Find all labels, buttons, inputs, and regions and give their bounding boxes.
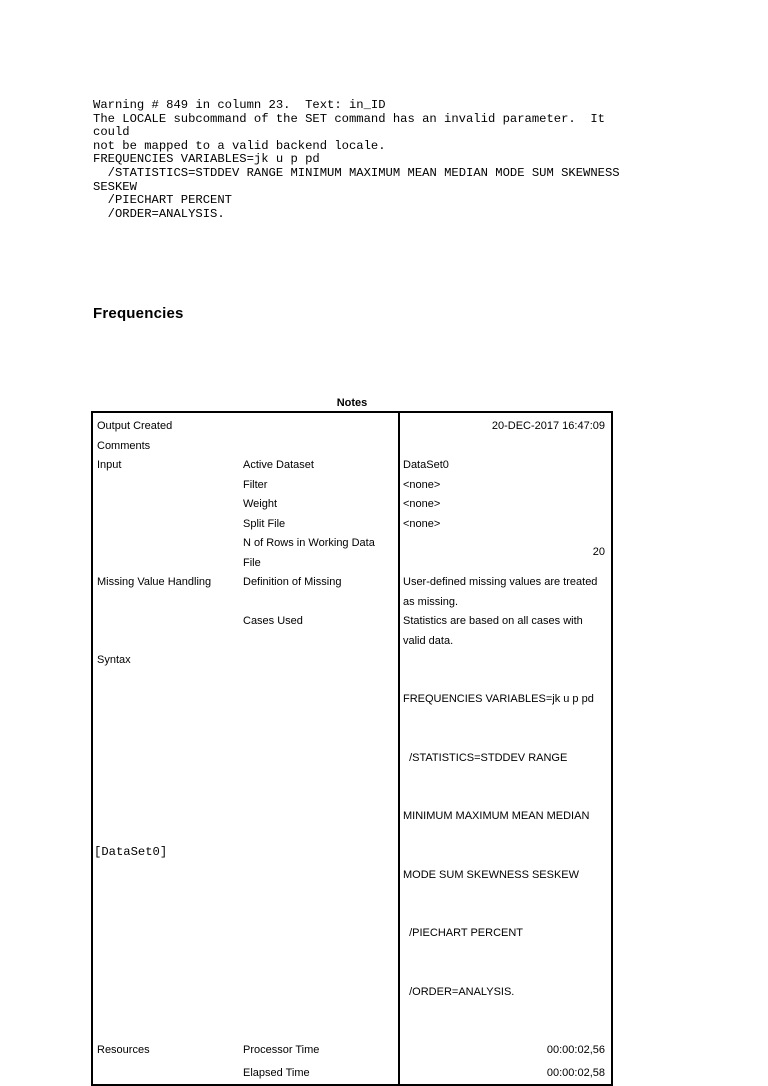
- table-row: [93, 651, 611, 1041]
- row-value-line: as missing.: [403, 595, 459, 608]
- table-row: [93, 495, 611, 515]
- row-value: [398, 573, 611, 612]
- table-row: [93, 1061, 611, 1085]
- warning-log: [93, 99, 653, 221]
- row-sublabel: [243, 417, 398, 437]
- row-sublabel-line: File: [243, 556, 261, 569]
- syntax-line: /STATISTICS=STDDEV RANGE: [403, 751, 568, 764]
- row-sublabel: Active Dataset: [243, 459, 314, 471]
- log-line: FREQUENCIES VARIABLES=jk u p pd: [93, 152, 320, 167]
- row-sublabel: [243, 651, 398, 1041]
- row-value: 00:00:02,56: [546, 1044, 605, 1056]
- table-row: [93, 515, 611, 535]
- row-value: 20: [592, 546, 605, 558]
- row-label: Missing Value Handling: [97, 576, 212, 588]
- table-row: [93, 534, 611, 573]
- table-row: [93, 476, 611, 496]
- row-label: [93, 495, 243, 515]
- row-value: [398, 437, 611, 457]
- row-label: [93, 515, 243, 535]
- row-value: 00:00:02,58: [546, 1066, 605, 1079]
- row-label: Syntax: [97, 654, 131, 666]
- row-sublabel: [243, 534, 398, 573]
- row-value: <none>: [403, 478, 441, 491]
- log-line: SESKEW: [93, 179, 137, 194]
- row-value-line: Statistics are based on all cases with: [403, 615, 583, 627]
- syntax-line: MODE SUM SKEWNESS SESKEW: [403, 868, 580, 881]
- row-label: [93, 534, 243, 573]
- row-value: [398, 612, 611, 651]
- row-value: <none>: [403, 498, 441, 510]
- table-row: [93, 573, 611, 612]
- table-row: [93, 413, 611, 437]
- row-sublabel: Weight: [243, 498, 278, 510]
- row-sublabel: [243, 437, 398, 457]
- syntax-line: /PIECHART PERCENT: [403, 927, 524, 939]
- log-line: Warning # 849 in column 23. Text: in_ID: [93, 98, 386, 112]
- section-heading: Frequencies: [93, 305, 184, 322]
- syntax-line: /ORDER=ANALYSIS.: [403, 985, 515, 998]
- table-row: [93, 612, 611, 651]
- row-sublabel: Cases Used: [243, 615, 303, 627]
- log-line: /ORDER=ANALYSIS.: [93, 206, 225, 221]
- row-sublabel: Processor Time: [243, 1044, 320, 1056]
- row-sublabel: Filter: [243, 478, 268, 491]
- row-label: [93, 1064, 243, 1084]
- row-value-line: valid data.: [403, 634, 454, 647]
- row-label: [93, 612, 243, 651]
- row-label: [93, 476, 243, 496]
- log-line: /STATISTICS=STDDEV RANGE MINIMUM MAXIMUM MEAN MEDIAN MODE SUM SKEWNESS: [93, 165, 620, 180]
- table-row: [93, 437, 611, 457]
- row-label: Resources: [97, 1044, 150, 1056]
- row-sublabel: Definition of Missing: [243, 576, 342, 588]
- dataset-tag: [DataSet0]: [94, 845, 168, 859]
- row-value: <none>: [403, 517, 441, 530]
- row-sublabel-line: N of Rows in Working Data: [243, 537, 375, 549]
- row-sublabel: Split File: [243, 517, 286, 530]
- log-line: could: [93, 125, 130, 140]
- log-line: not be mapped to a valid backend locale.: [93, 138, 386, 153]
- row-value: DataSet0: [403, 459, 449, 471]
- table-row: [93, 1041, 611, 1061]
- row-value-line: User-defined missing values are treated: [403, 576, 598, 588]
- notes-table-title: Notes: [336, 397, 368, 409]
- row-label: Input: [97, 459, 122, 471]
- syntax-value: [398, 651, 611, 1041]
- notes-table: [91, 411, 613, 1086]
- log-line: The LOCALE subcommand of the SET command has an invalid parameter. It: [93, 111, 605, 126]
- column-divider: [398, 413, 400, 1084]
- row-label: Output Created: [97, 420, 173, 432]
- row-label: Comments: [97, 439, 151, 452]
- row-sublabel: Elapsed Time: [243, 1066, 310, 1079]
- row-value: 20-DEC-2017 16:47:09: [491, 420, 605, 432]
- table-row: [93, 456, 611, 476]
- log-line: /PIECHART PERCENT: [93, 193, 232, 208]
- syntax-line: FREQUENCIES VARIABLES=jk u p pd: [403, 693, 594, 705]
- syntax-line: MINIMUM MAXIMUM MEAN MEDIAN: [403, 810, 590, 822]
